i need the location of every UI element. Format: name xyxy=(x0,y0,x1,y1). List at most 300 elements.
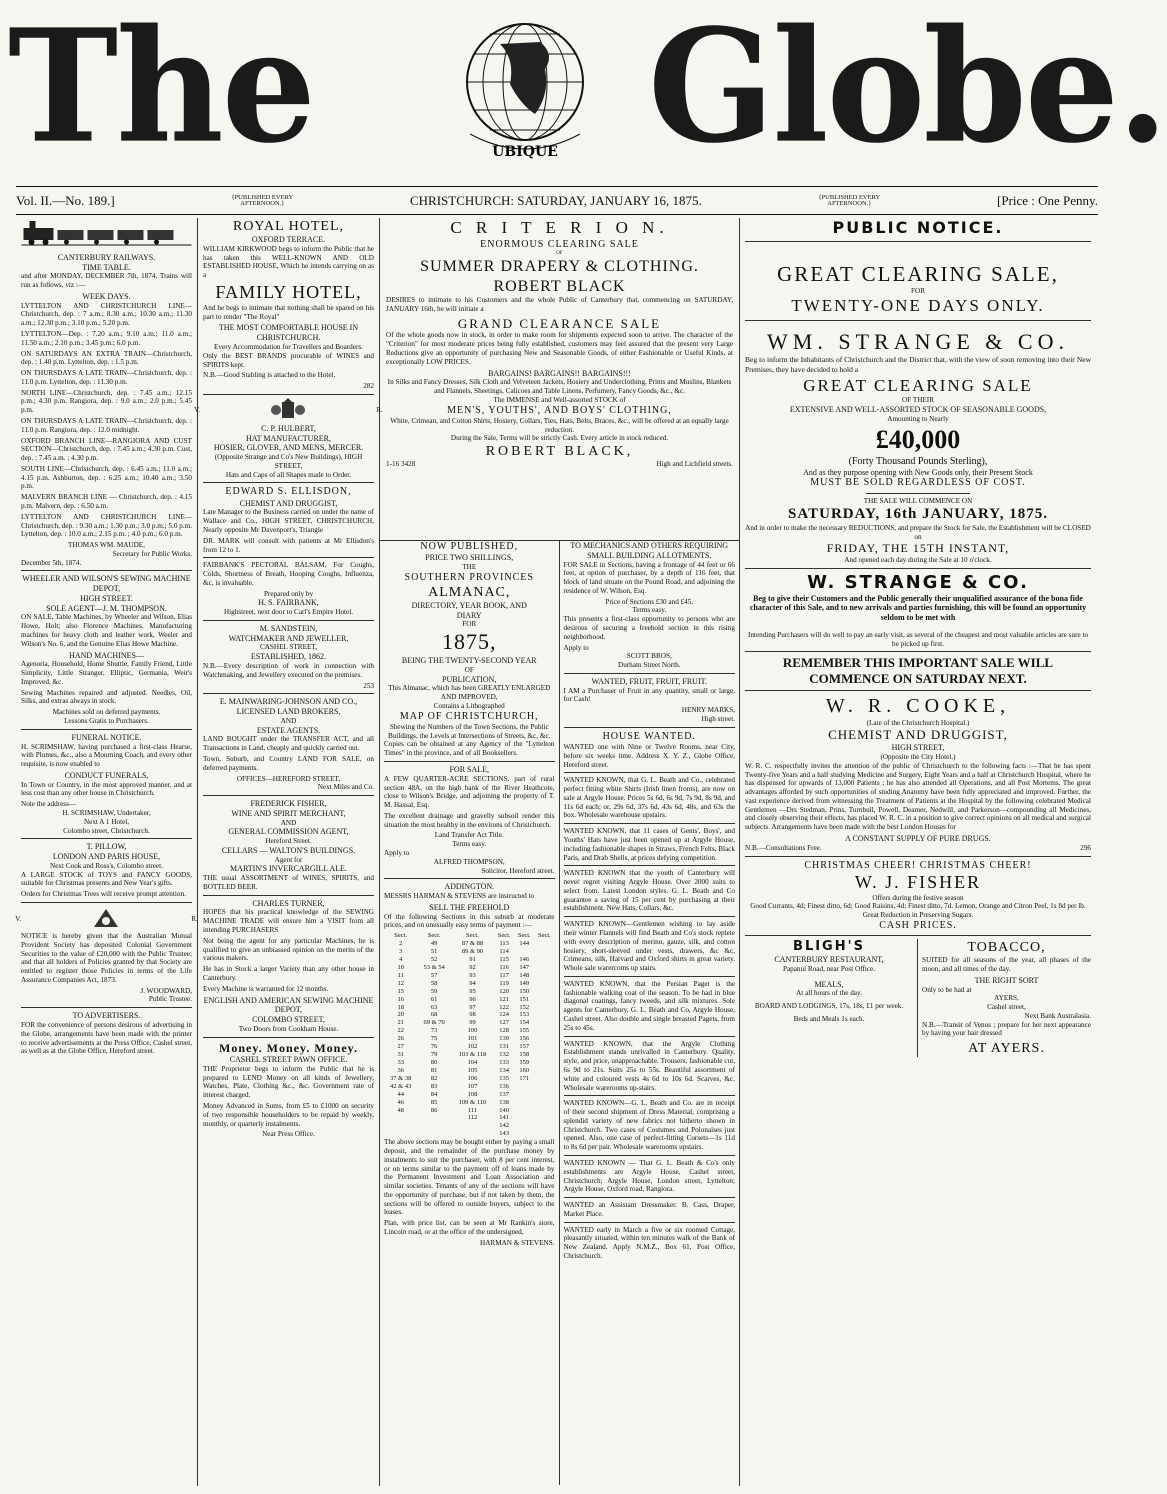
table-cell xyxy=(514,1107,534,1115)
hulbert-v: V. xyxy=(194,406,201,415)
funeral-addr-3: Colombo street, Christchurch. xyxy=(63,826,150,835)
funeral-title: FUNERAL NOTICE. xyxy=(71,732,142,742)
table-cell xyxy=(514,1099,534,1107)
ayers-cashel: Cashel street, xyxy=(987,1003,1026,1012)
christmas-cheer: CHRISTMAS CHEER! CHRISTMAS CHEER! xyxy=(804,859,1032,871)
table-cell: 36 xyxy=(397,1066,404,1074)
table-cell: 46 xyxy=(397,1098,404,1106)
table-cell: 100 xyxy=(467,1027,478,1035)
cooke-body: W. R. C. respectfully invites the attention of the public of Christchurch to the following facts :—That he has spent Twenty-five Years and a half studying Medicine and Surgery, Eight Years and a half at Christchurch Hospital, where he has dispensed for upwards of 13,000 Patients ; he has also attended all Operations, and all Post Mortems. The great advantages afforded by such opportunities of studing Anatomy have been fully appreciated and improved. Further, the vast experience derived from witnessing the Treatment of Patients at the Hospital by the following celebrated Medical Gentlemen —Drs Stedman, Prins, Turnbull, Powell, Deamer, Nedwill, and Parkerson—compounding all Medicines, and closely observing their effects, has placed W. R. C. in a position to give correct opinions on all medical and surgical subjects. Arrangements have been made with the best London Houses for xyxy=(745,761,1091,832)
money-title: Money. Money. Money. xyxy=(219,1040,358,1055)
table-cell: 31 xyxy=(397,1051,404,1059)
royal-body-2: And he begs to intimate that nothing shall be spared on his part to render "The Royal" xyxy=(203,303,374,321)
table-row xyxy=(384,1035,555,1043)
hulbert-hats: Hats and Caps of all Shapes made to Order. xyxy=(225,470,352,479)
table-cell: 21 xyxy=(397,1019,404,1027)
table-cell: 26 xyxy=(397,1035,404,1043)
volume-number: Vol. II.—No. 189.] xyxy=(16,193,115,209)
hulbert-addr: (Opposite Strange and Co's New Buildings), HIGH STREET, xyxy=(214,453,363,470)
table-cell: 2 xyxy=(399,940,403,948)
turner-depot: ENGLISH AND AMERICAN SEWING MACHINE DEPOT, xyxy=(203,995,374,1015)
table-cell: 154 xyxy=(519,1019,530,1027)
table-cell: 119 xyxy=(499,979,509,987)
turner-stock: He has in Stock a larger Variety than any other house in Canterbury. xyxy=(203,965,374,982)
table-cell: 44 xyxy=(397,1090,404,1098)
notice-role: Public Trustee. xyxy=(148,995,192,1004)
w-strange: W. STRANGE & CO. xyxy=(807,571,1029,593)
almanac-copies: Copies can be obtained at any Agency of the "Lyttelton Times" in the province, and of all Booksellers. xyxy=(384,740,555,758)
fisher-offers: Offers during the festive season xyxy=(872,893,964,902)
criterion-corner: High and Lichfield streets. xyxy=(656,460,733,469)
table-cell: 73 xyxy=(430,1027,438,1035)
almanac-this: This Almanac, which has been GREATLY ENLARGED AND IMPROVED, xyxy=(388,684,551,702)
funeral-conduct: CONDUCT FUNERALS, xyxy=(64,770,149,780)
addington: ADDINGTON. xyxy=(444,882,495,892)
rail-signed: THOMAS WM. MAUDE, xyxy=(68,541,145,550)
sale-friday: FRIDAY, THE 15TH INSTANT, xyxy=(826,541,1010,556)
table-row xyxy=(384,956,555,964)
table-cell: 130 xyxy=(499,1035,510,1043)
table-cell xyxy=(514,1091,534,1099)
column-3 xyxy=(380,218,740,1486)
table-cell: 83 xyxy=(430,1082,438,1090)
table-cell: 105 xyxy=(467,1066,478,1074)
coat-of-arms-icon xyxy=(270,398,306,424)
table-cell xyxy=(417,1114,450,1122)
blighs: BLIGH'S xyxy=(793,939,865,955)
table-cell xyxy=(534,1051,554,1059)
table-cell: 116 xyxy=(499,963,509,971)
table-cell: 111 xyxy=(467,1106,478,1114)
funeral-addr-2: Next A 1 Hotel, xyxy=(83,817,130,826)
royal-sub: OXFORD TERRACE. xyxy=(251,235,326,245)
table-cell: 42 & 43 xyxy=(390,1082,412,1090)
hulbert-r: R. xyxy=(376,406,383,415)
table-row xyxy=(384,1091,555,1099)
pillow-sub: LONDON AND PARIS HOUSE, xyxy=(52,852,161,862)
table-cell xyxy=(534,964,554,972)
only-at: Only to be had at xyxy=(922,985,972,994)
table-cell: 153 xyxy=(519,1011,530,1019)
strange-beg-2: Beg to give their Customers and the Public generally their unqualified assurance of the bona fide character of this Sale, and to new arrivals and parties furnishing, this will be found an opportunity seldom to be met with xyxy=(749,593,1087,623)
crest-r: R. xyxy=(191,914,198,923)
white-shirts: White, Crimean, and Cotton Shirts, Hosiery, Collars, Ties, Hats, Belts, Braces, &c., will be offered at an equally large reduction. xyxy=(390,416,729,434)
table-cell: 11 xyxy=(397,971,404,979)
table-cell: 58 xyxy=(430,979,438,987)
table-row xyxy=(384,1019,555,1027)
table-cell: 102 xyxy=(467,1043,478,1051)
house-body: WANTED one with Nine or Twelve Rooms, near City, before six weeks time. Address X. Y. Z., Globe Office, Hereford street. xyxy=(563,742,735,769)
table-cell: 20 xyxy=(397,1011,404,1019)
time-table: TIME TABLE. xyxy=(82,262,131,272)
and-as: And as they purpose opening with New Goods only, their Present Stock xyxy=(803,467,1033,477)
table-cell xyxy=(417,1122,450,1130)
almanac-contains: Contains a Lithographed xyxy=(433,701,505,710)
cash-prices: CASH PRICES. xyxy=(879,920,957,931)
house-wanted: HOUSE WANTED. xyxy=(602,730,696,742)
table-row xyxy=(384,1067,555,1075)
hand-machines: HAND MACHINES— xyxy=(69,650,144,660)
harman: MESSRS HARMAN & STEVENS are instructed to xyxy=(384,892,535,901)
extensive-stock: EXTENSIVE AND WELL-ASSORTED STOCK OF SEASONABLE GOODS, xyxy=(789,405,1047,415)
lessons: Lessons Gratis to Purchasers. xyxy=(64,717,149,726)
table-cell: 151 xyxy=(519,995,530,1003)
sale-commence: THE SALE WILL COMMENCE ON xyxy=(863,496,973,505)
table-cell: 96 xyxy=(469,995,476,1003)
table-cell: 10 xyxy=(397,963,404,971)
column-2 xyxy=(194,218,383,1486)
bottom-ads xyxy=(745,939,1091,1057)
table-cell: 122 xyxy=(499,1003,510,1011)
table-cell xyxy=(534,988,554,996)
pillow-body: A LARGE STOCK of TOYS and FANCY GOODS, suitable for Christmas presents and New Year's gifts. xyxy=(21,870,192,888)
table-row xyxy=(384,1130,555,1138)
sewing-repair: Sewing Machines repaired and adjusted. Needles, Oil, Silks, and extras always in stock. xyxy=(21,688,192,706)
notice-sign: J. WOODWARD, xyxy=(140,986,192,995)
mechanics-terms: Terms easy. xyxy=(632,606,667,615)
table-cell: 109 & 110 xyxy=(458,1098,487,1106)
table-cell: 93 xyxy=(469,971,476,979)
sections-thompson: ALFRED THOMPSON, xyxy=(433,857,505,866)
sections-table-header-cell: Sect. xyxy=(497,932,511,940)
table-cell xyxy=(534,1114,554,1122)
table-cell xyxy=(534,980,554,988)
table-row xyxy=(384,1059,555,1067)
pillow-addr: Next Cook and Ross's, Colombo street. xyxy=(50,861,163,870)
royal-brands: Only the BEST BRANDS procurable of WINES and SPIRITS kept. xyxy=(203,351,374,369)
rail-line-4: ON THURSDAYS A LATE TRAIN—Christchurch, dep. : 11.0 p.m. Lyttelton, dep. : 11.30 p.m. xyxy=(21,369,192,386)
table-cell: 85 xyxy=(430,1098,438,1106)
table-row xyxy=(384,1122,555,1130)
published-note-left: {PUBLISHED EVERY AFTERNOON.} xyxy=(231,193,294,207)
table-cell: 95 xyxy=(469,987,476,995)
table-cell: 98 xyxy=(469,1011,476,1019)
wanted-known-7: WANTED KNOWN—G. L. Beath and Co. are in receipt of their second shipment of Dress Material, comprising a splendid variety of new fabrics not hitherto shown in Christchurch. Two cases of Costumes and Polonaises just opened. Also, one case of perfect-fitting Corsets—1s 11d to 8s 6d per pair. Wholesale warerooms upstairs. xyxy=(563,1099,735,1152)
table-cell xyxy=(417,1130,450,1138)
robert-black: ROBERT BLACK xyxy=(493,277,626,295)
table-cell xyxy=(534,956,554,964)
table-cell: 149 xyxy=(519,979,530,987)
column-3-right xyxy=(560,541,740,1485)
must-be-sold: MUST BE SOLD REGARDLESS OF COST. xyxy=(810,477,1026,489)
mainwaring-office: OFFICES—HEREFORD STREET, xyxy=(236,774,341,783)
table-cell: 155 xyxy=(519,1027,530,1035)
table-cell xyxy=(534,1099,554,1107)
sections-plan: Plan, with price list, can be seen at Mr Rankin's store, Lincoln road, or at the office of the undersigned, xyxy=(384,1219,555,1236)
criterion-title: C R I T E R I O N. xyxy=(450,218,669,237)
w-r-cooke: W. R. COOKE, xyxy=(825,695,1011,718)
in-order: And in order to make the necessary REDUCTIONS, and prepare the Stock for Sale, the Establishment will be CLOSED on xyxy=(745,523,1091,541)
fisher-ale: MARTIN'S INVERCARGILL ALE. xyxy=(230,864,347,874)
table-row xyxy=(384,1083,555,1091)
almanac-for: FOR xyxy=(462,620,477,629)
money-body-2: Money Advanced in Sums, from £5 to £1000 on security of two responsible householders to be repaid by weekly, monthly, or quarterly instalments. xyxy=(203,1102,374,1128)
tobacco: TOBACCO, xyxy=(967,940,1046,956)
table-cell xyxy=(534,1011,554,1019)
money-sub: CASHEL STREET PAWN OFFICE. xyxy=(229,1055,348,1065)
table-cell xyxy=(514,1130,534,1138)
enormous: ENORMOUS CLEARING SALE xyxy=(480,238,639,250)
week-days: WEEK DAYS. xyxy=(82,291,131,301)
remember: REMEMBER THIS IMPORTANT SALE WILL COMMENCE ON SATURDAY NEXT. xyxy=(782,655,1054,687)
money-near: Near Press Office. xyxy=(262,1130,315,1139)
fisher-addr: Hereford Street. xyxy=(265,837,312,846)
table-cell: 3 xyxy=(399,948,403,956)
transit-venus: N.B.—Transit of Venus ; prepare for her next appearance by having your hair dressed xyxy=(922,1020,1091,1038)
criterion-ref: 1-16 3428 xyxy=(386,460,416,469)
table-cell: 89 & 90 xyxy=(461,948,484,956)
almanac-title: ALMANAC, xyxy=(428,584,511,600)
mechanics-presents: This presents a first-class opportunity to persons who are desirous of securing a freehold section in this rising neighborhood. xyxy=(563,615,735,641)
table-cell: 132 xyxy=(499,1051,510,1059)
table-cell: 156 xyxy=(519,1035,530,1043)
table-cell: 124 xyxy=(499,1011,510,1019)
intending: Intending Purchasers will do well to pay an early visit, as several of the cheapest and most valuable articles are sure to be picked up first. xyxy=(747,630,1089,648)
table-cell: 82 xyxy=(430,1074,438,1082)
pure-drugs: A CONSTANT SUPPLY OF PURE DRUGS. xyxy=(845,833,991,843)
cooke-opposite: (Opposite the City Hotel.) xyxy=(880,752,956,761)
almanac-shewing: Shewing the Numbers of the Town Sections, the Public Buildings, the Levels at Intersections of Streets, &c, &c. xyxy=(388,722,551,740)
rail-signed-role: Secretary for Public Works. xyxy=(112,549,192,558)
immense: The IMMENSE and Well-assorted STOCK of xyxy=(493,395,626,404)
advertisers-title: TO ADVERTISERS. xyxy=(72,1011,141,1021)
ellisdon-mark: DR. MARK will consult with patients at Mr Ellisdon's from 12 to 1. xyxy=(203,536,374,554)
table-cell xyxy=(534,1004,554,1012)
masthead-title-globe: Globe. xyxy=(648,0,1167,178)
table-cell: 106 xyxy=(467,1074,478,1082)
of-their: OF THEIR xyxy=(901,396,934,405)
silks: In Silks and Fancy Dresses, Silk Cloth and Velveteen Jackets, Hosiery and Underclothing, Prints and Muslins, Blankets and Flannels, Sheetings, Calicoes and Table Linens, Perfumery, Fancy Goods, &c., &c. xyxy=(387,378,732,396)
table-cell: 69 & 70 xyxy=(423,1019,445,1027)
table-cell xyxy=(534,1122,554,1130)
pillow-orders: Orders for Christmas Trees will receive prompt attention. xyxy=(21,890,186,899)
grand-clearance: GRAND CLEARANCE SALE xyxy=(457,315,662,331)
table-cell: 136 xyxy=(499,1082,510,1090)
table-cell: 147 xyxy=(519,963,530,971)
wm-strange: WM. STRANGE & CO. xyxy=(767,328,1069,354)
wheeler-street: HIGH STREET. xyxy=(80,593,133,603)
mechanics: TO MECHANICS AND OTHERS REQUIRING SMALL BUILDING ALLOTMENTS. xyxy=(570,541,729,560)
w-j-fisher: W. J. FISHER xyxy=(854,871,982,892)
hulbert-trade: HAT MANUFACTURER, xyxy=(245,433,332,443)
rail-line-5: NORTH LINE—Christchurch, dep. : 7.45 a.m.; 12.15 p.m.; 4.30 p.m. Rangiora, dep. : 9.0 a.m.; 2.0 p.m.; 5.45 p.m. xyxy=(21,388,192,415)
southern-provinces: SOUTHERN PROVINCES xyxy=(404,571,534,583)
criterion-of: OF xyxy=(556,250,563,256)
sections-above: The above sections may be bought either by paying a small deposit, and the remainder of the purchase money by instalments to suit the purchaser, with 8 per cent interest, or on terms similar to the payment off of loans made by the Permanent Investment and Loan Association and similar societies. Tenants of any of the sections will have the opportunity of purchase, but if not taken by them, the sections will be offered to outside buyers, subject to the leases. xyxy=(384,1138,555,1217)
rail-line-2: LYTTELTON—Dep. : 7.20 a.m.; 9.10 a.m.; 11.0 a.m.; 11.50 a.m.; 2.10 p.m.; 3.45 p.m.; 6.0 p.m. xyxy=(21,329,192,347)
wheeler-body: ON SALE, Table Machines, by Wheeler and Wilson, Elias Howe, Holt; also Florence Machines. Manufacturing machines for heavy cloth and leather work, Weeler and Wilson's No. 6, and the Genuine Elias Howe Machine. xyxy=(21,613,192,648)
royal-body: WILLIAM KIRKWOOD begs to inform the Public that he has taken this WELL-KNOWN AND OLD ESTABLISHED HOUSE, Which he intends carrying on as a xyxy=(203,244,374,280)
sandstein-est: ESTABLISHED, 1862. xyxy=(250,652,327,662)
almanac-directory: DIRECTORY, YEAR BOOK, AND xyxy=(411,600,527,610)
table-cell: 152 xyxy=(519,1003,530,1011)
wanted-known-6: WANTED KNOWN, that the Argyle Clothing Establishment stands unrivalled in Canterbury. Quality, style, and price, unapproachable. Trousers, fashionable cut, 6s 9d to 21s. Suits 25s to 55s. Beautiful assortment of white and coloured vests 4s 6d to 10s 6d. Scarves, &c. Wholesale warerooms up-stairs. xyxy=(563,1039,735,1092)
table-cell: 12 xyxy=(397,979,404,987)
public-notice: PUBLIC NOTICE. xyxy=(832,218,1004,237)
now-published: NOW PUBLISHED, xyxy=(420,541,519,552)
table-cell xyxy=(384,1130,417,1138)
cooke-high: HIGH STREET, xyxy=(891,743,945,753)
table-cell: 121 xyxy=(499,995,510,1003)
papanui: Papanui Road, near Post Office. xyxy=(782,964,876,973)
royal-num: 282 xyxy=(363,382,374,391)
table-cell: 146 xyxy=(519,955,530,963)
turner-warrant: Every Machine is warranted for 12 months. xyxy=(203,984,329,993)
table-cell: 33 xyxy=(397,1058,404,1066)
ellisdon-sub: CHEMIST AND DRUGGIST, xyxy=(239,498,338,508)
table-cell: 53 & 54 xyxy=(423,963,445,971)
wanted-known-10: WANTED early in March a five or six roomed Cottage, pleasantly situated, within ten minutes walk of the Bank of New Zealand. Apply N.M.Z., Box 61, Post Office, Christchurch. xyxy=(563,1225,735,1260)
mainwaring-body: LAND BOUGHT under the TRANSFER ACT, and all Transactions in Land, cheaply and quickly carried out. xyxy=(203,735,374,753)
table-row xyxy=(384,1011,555,1019)
column-1 xyxy=(15,218,201,1486)
sections-table-header-cell: Sect. xyxy=(517,932,531,940)
sections-apply: Apply to xyxy=(384,849,410,858)
advertisers-body: FOR the convenience of persons desirous of advertising in the Globe, arrangements have been made with the printer to receive advertisements at the Press Office, Cashel street, as well as at the Globe Office, Hereford street. xyxy=(21,1020,192,1056)
table-cell xyxy=(534,1027,554,1035)
table-cell: 141 xyxy=(499,1114,510,1122)
turner-body: HOPES that his practical knowledge of the SEWING MACHINE TRADE will ensure him a VISIT from all intending PURCHASERS xyxy=(203,908,374,935)
bargains: BARGAINS! BARGAINS!! BARGAINS!!! xyxy=(488,368,631,378)
cooke-late: (Late of the Christchurch Hospital.) xyxy=(866,718,970,727)
mainwaring-next: Next Miles and Co. xyxy=(317,783,374,792)
sections-transfer: Land Transfer Act Title. xyxy=(434,831,504,840)
railways-intro: and after MONDAY, DECEMBER 7th, 1874, Trains will run as follows, viz :— xyxy=(21,272,192,290)
sandstein-addr: CASHEL STREET, xyxy=(259,643,318,652)
table-cell: 115 xyxy=(499,955,509,963)
table-cell xyxy=(534,1075,554,1083)
masthead-title-the: The xyxy=(8,0,314,178)
next-bank: Next Bank Australasia. xyxy=(1024,1011,1091,1020)
criterion-ad xyxy=(380,218,739,540)
cooke-footer xyxy=(745,844,1091,853)
sections-table-header-cell: Sect. xyxy=(427,932,441,940)
table-cell: 117 xyxy=(499,971,509,979)
column-3-left xyxy=(380,541,560,1485)
fisher-goods: Good Currants, 4d; Finest ditto, 6d; Good Raisins, 4d; Finest ditto, 7d. Lemon, Orange and Citron Peel, 1s 8d per lb. Great Reduction in Preserving Sugars. xyxy=(750,902,1086,920)
ellisdon-title: EDWARD S. ELLISDON, xyxy=(225,486,352,498)
table-cell: 80 xyxy=(430,1058,438,1066)
table-cell: 61 xyxy=(430,995,438,1003)
table-cell xyxy=(534,1035,554,1043)
rail-line-10: LYTTELTON AND CHRISTCHURCH LINE—Christchurch, dep. : 9.30 a.m.; 1.30 p.m.; 3.0 p.m.; 5.0 p.m. Lyttelton, dep. : 10.0 a.m.; 2.15 p.m. ; 4.0 p.m.; 6.0 p.m. xyxy=(21,512,192,539)
table-row xyxy=(384,972,555,980)
table-row xyxy=(384,996,555,1004)
fairbank-body: FAIRBANK'S PECTORAL BALSAM, For Coughs, Colds, Shortness of Breath, Hooping Coughs, Influenza, &c, is invaluable. xyxy=(203,561,374,587)
hand-body: Agenoria, Household, Home Shuttle, Family Friend, Little Simplicity, Little Stranger, Elliptic, Germania, Weir's Improved, &c. xyxy=(21,660,192,686)
sections-for-sale: FOR SALE, xyxy=(449,765,490,775)
pillow-title: T. PILLOW, xyxy=(86,842,127,852)
chemist-druggist: CHEMIST AND DRUGGIST, xyxy=(828,727,1008,743)
masthead xyxy=(8,0,1167,178)
table-cell: 49 xyxy=(430,940,438,948)
wheeler-agent: SOLE AGENT—J. M. THOMPSON. xyxy=(46,603,167,613)
table-row xyxy=(384,940,555,948)
table-cell: 27 xyxy=(397,1043,404,1051)
deferred: Machines sold on deferred payments. xyxy=(52,708,161,717)
table-cell: 84 xyxy=(430,1090,438,1098)
almanac-year: 1875, xyxy=(442,629,497,655)
at-ayers: AT AYERS. xyxy=(968,1041,1045,1057)
table-row xyxy=(384,948,555,956)
mainwaring-and: AND xyxy=(280,716,297,725)
table-cell: 75 xyxy=(430,1035,438,1043)
mens-clothing: MEN'S, YOUTHS', AND BOYS' CLOTHING, xyxy=(447,404,672,416)
fisher-gen: GENERAL COMMISSION AGENT, xyxy=(228,827,349,837)
royal-crest xyxy=(15,906,198,932)
table-cell: 160 xyxy=(519,1066,530,1074)
table-cell: 57 xyxy=(430,971,438,979)
table-cell xyxy=(451,1130,494,1138)
table-cell: 81 xyxy=(430,1066,438,1074)
mechanics-apply: Apply to xyxy=(563,643,589,652)
royal-title: ROYAL HOTEL, xyxy=(232,219,345,234)
wanted-fruit: WANTED, FRUIT, FRUIT, FRUIT. xyxy=(591,676,707,686)
fisher-cellars: CELLARS — WALTON'S BUILDINGS. xyxy=(221,845,356,855)
fairbank-addr: Highstreet, next door to Carl's Empire Hotel. xyxy=(223,608,354,617)
table-cell xyxy=(534,1091,554,1099)
money-body: THE Proprietor begs to inform the Public that he is prepared to LEND Money on all kinds of Jewellery, Watches, Plate, Clothing &c., &c. Government rate of interest charged. xyxy=(203,1064,374,1100)
table-cell: 76 xyxy=(430,1043,438,1051)
table-cell: 131 xyxy=(499,1043,510,1051)
table-cell: 92 xyxy=(469,963,476,971)
consultations: N.B.—Consultations Free. xyxy=(745,843,822,852)
sections-table xyxy=(384,932,555,1138)
table-cell xyxy=(514,948,534,956)
table-cell: 68 xyxy=(430,1011,438,1019)
table-cell: 4 xyxy=(399,955,403,963)
table-cell xyxy=(514,1114,534,1122)
tobacco-suited: SUITED for all seasons of the year, all phases of the moon, and all times of the day. xyxy=(922,956,1091,974)
sandstein-num: 253 xyxy=(363,681,374,690)
almanac-map: MAP OF CHRISTCHURCH, xyxy=(399,710,539,722)
table-cell: 104 xyxy=(467,1058,478,1066)
table-cell: 101 xyxy=(467,1035,478,1043)
mechanics-forsale: FOR SALE in Sections, having a frontage of 44 feet or 66 feet, at option of purchaser, by a depth of 116 feet, that block of land situate on the Pound Road, and adjoining the residence of W. Wilson, Esq. xyxy=(563,560,735,595)
forty-thousand: (Forty Thousand Pounds Sterling), xyxy=(848,455,988,467)
city-date: CHRISTCHURCH: SATURDAY, JANUARY 16, 1875. xyxy=(409,193,702,209)
great-clearing-sale: GREAT CLEARING SALE, xyxy=(777,261,1059,286)
sandstein-body: WATCHMAKER AND JEWELLER, xyxy=(228,633,349,643)
table-row xyxy=(384,1043,555,1051)
turner-street: COLOMBO STREET, xyxy=(252,1015,325,1024)
sale-for: FOR xyxy=(911,287,925,296)
table-row xyxy=(384,1004,555,1012)
robert-black-2: ROBERT BLACK, xyxy=(485,444,634,460)
funeral-addr-1: H. SCRIMSHAW, Undertaker, xyxy=(62,809,151,817)
dateline xyxy=(16,190,1098,212)
funeral-body: H. SCRIMSHAW, having purchased a first-class Hearse, with Plumes, &c., also a Mourning Coach, and every other requisite, is now enabled to xyxy=(21,742,192,769)
sections-table-header-cell: Sect. xyxy=(537,932,551,940)
table-cell: 87 & 88 xyxy=(461,940,484,948)
table-row xyxy=(384,1114,555,1122)
table-cell: 59 xyxy=(430,987,438,995)
sections-terms: Terms easy. xyxy=(452,840,487,849)
table-cell: 114 xyxy=(499,948,509,956)
sale-saturday: SATURDAY, 16th JANUARY, 1875. xyxy=(788,506,1048,523)
column-3-split xyxy=(380,541,739,1485)
table-cell xyxy=(534,1043,554,1051)
table-cell xyxy=(534,1019,554,1027)
table-cell: 137 xyxy=(499,1090,510,1098)
blighs-ad xyxy=(745,939,918,1057)
table-cell: 91 xyxy=(469,955,476,963)
table-cell: 94 xyxy=(469,979,476,987)
desires: DESIRES to intimate to his Customers and the whole Public of Canterbury that, commencing on SATURDAY, JANUARY 16th, he will initiate a xyxy=(386,296,733,313)
top-rule xyxy=(16,186,1098,187)
all-hours: At all hours of the day. xyxy=(796,989,862,998)
wanted-known-8: WANTED KNOWN — That G. L. Beath & Co's only establishments are Argyle House, Cashel street, Christchurch; Argyle House, London street, Lyttelton; Argyle House, Oxford road, Rangiora. xyxy=(563,1158,735,1194)
